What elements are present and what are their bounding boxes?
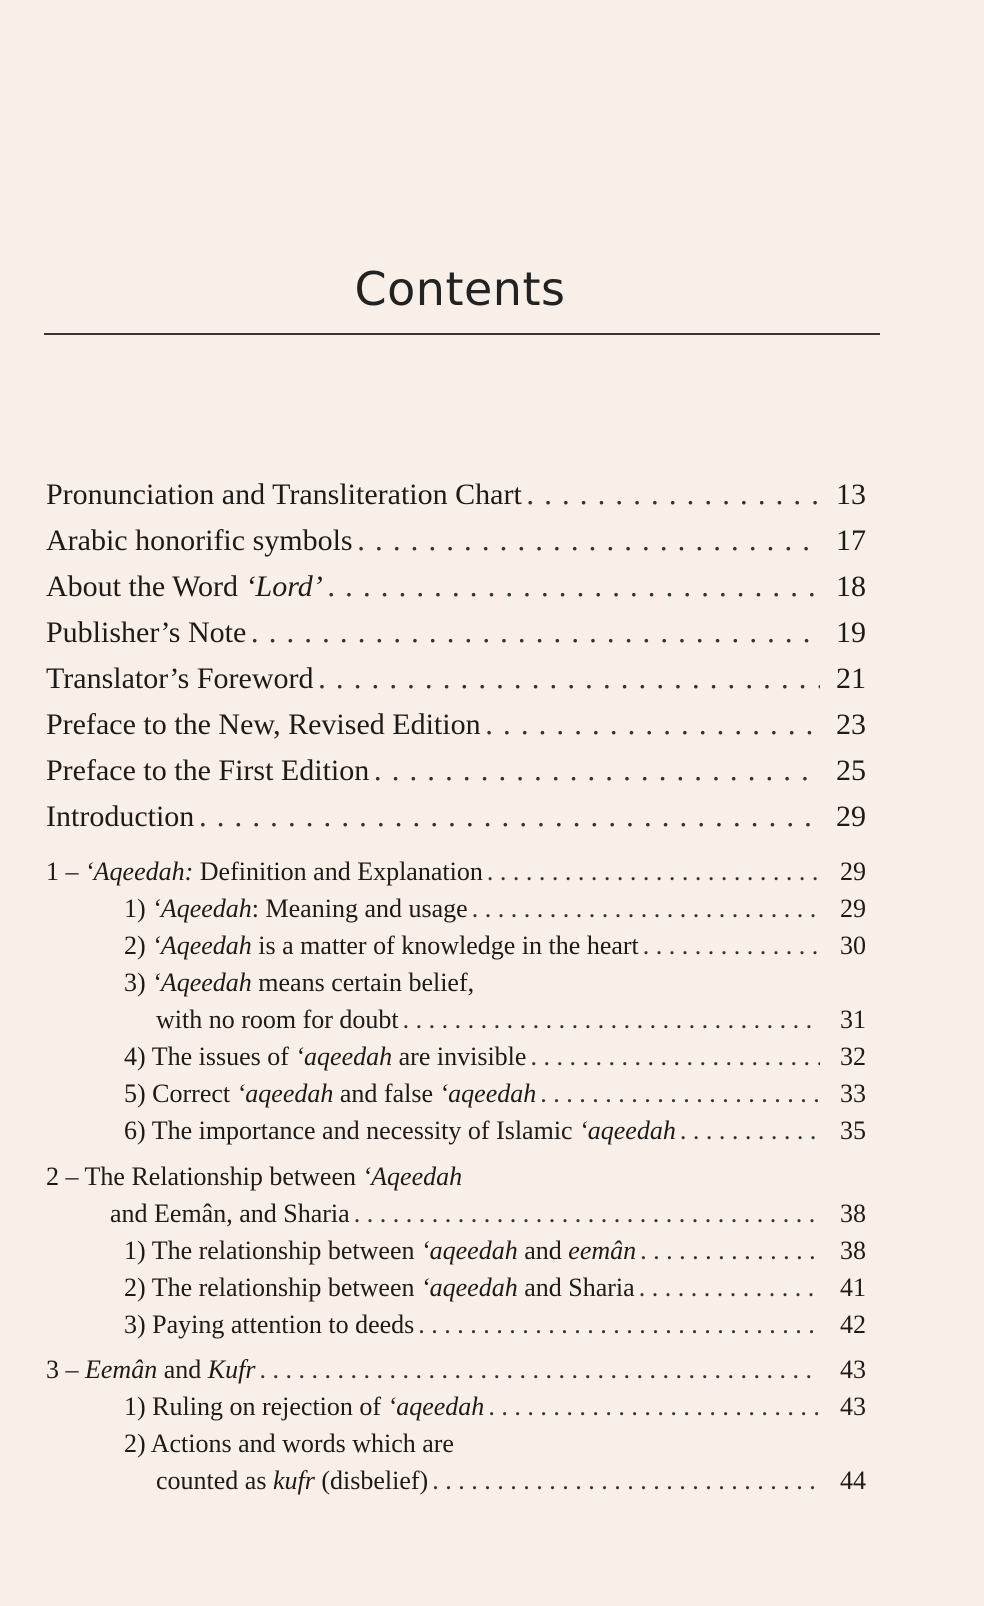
label-italic: ‘aqeedah <box>579 1116 676 1145</box>
toc-entry <box>46 478 866 512</box>
toc-subentry <box>124 894 866 924</box>
label-text: 2) The relationship between <box>124 1273 421 1302</box>
leader-dots <box>680 1116 820 1146</box>
toc-subentry <box>124 1236 866 1266</box>
item-number: 1) <box>124 894 153 923</box>
toc-entry-page: 42 <box>840 1310 866 1339</box>
toc-entry-label: Pronunciation and Transliteration Chart <box>46 478 522 511</box>
toc-entry-label <box>46 570 323 604</box>
leader-dots <box>639 1273 820 1303</box>
toc-entry-label: with no room for doubt <box>156 1005 399 1034</box>
toc-entry-page: 25 <box>836 754 866 787</box>
section-heading <box>110 1199 866 1229</box>
leader-dots <box>259 1355 820 1385</box>
label-text: 5) Correct <box>124 1079 237 1108</box>
toc-subentry <box>124 931 866 961</box>
page-title: Contents <box>354 262 566 316</box>
toc-subentry <box>124 1116 866 1146</box>
toc-subentry-line <box>124 1429 454 1459</box>
toc-entry-page: 23 <box>836 708 866 741</box>
label-text: 1) Ruling on rejection of <box>124 1392 388 1421</box>
leader-dots <box>530 1042 820 1072</box>
toc-subentry <box>156 1466 866 1496</box>
leader-dots <box>357 524 820 557</box>
label-italic: Kufr <box>207 1355 256 1384</box>
section-heading <box>46 1355 866 1385</box>
label-italic: kufr <box>272 1466 315 1495</box>
leader-dots <box>403 1005 820 1035</box>
label-italic: ‘aqeedah <box>295 1042 393 1071</box>
toc-subentry <box>124 1042 866 1072</box>
item-number: 3) <box>124 968 153 997</box>
toc-entry-label: 3) Paying attention to deeds <box>124 1310 415 1339</box>
toc-entry-label <box>124 931 639 961</box>
leader-dots <box>432 1466 820 1496</box>
leader-dots <box>250 616 820 649</box>
label-italic: ‘Aqeedah <box>152 931 252 960</box>
label-text: 2) Actions and words which are <box>124 1429 454 1458</box>
label-italic: ‘aqeedah <box>387 1392 485 1421</box>
toc-entry-page: 13 <box>836 478 866 511</box>
toc-entry-label: Preface to the New, Revised Edition <box>46 708 481 741</box>
section-number: 3 – <box>46 1355 85 1384</box>
toc-entry <box>46 570 866 604</box>
label-italic: eemân <box>568 1236 637 1265</box>
label-text: 6) The importance and necessity of Islamic <box>124 1116 580 1145</box>
section-heading-line <box>46 1162 462 1192</box>
toc-entry-page: 31 <box>840 1005 866 1034</box>
toc-entry-label <box>124 1042 526 1072</box>
label-italic: ‘Aqeedah <box>362 1162 463 1191</box>
leader-dots <box>198 800 820 833</box>
leader-dots <box>640 1236 820 1266</box>
toc-entry-page: 41 <box>840 1273 866 1302</box>
toc-entry <box>46 708 866 742</box>
toc-entry-page: 29 <box>840 894 866 923</box>
toc-entry-label: Preface to the First Edition <box>46 754 370 787</box>
label-italic: ‘Aqeedah <box>152 968 252 997</box>
toc-entry-label <box>124 1236 636 1266</box>
label-italic: ‘Aqeedah: <box>85 857 194 886</box>
leader-dots <box>488 1392 820 1422</box>
toc-entry-page: 33 <box>840 1079 866 1108</box>
label-text: is a matter of knowledge in the heart <box>251 931 639 960</box>
label-text: are invisible <box>392 1042 527 1071</box>
label-italic: ‘aqeedah <box>420 1236 518 1265</box>
toc-entry-label <box>46 1355 255 1385</box>
leader-dots <box>472 894 820 924</box>
title-divider <box>44 333 880 335</box>
toc-entry <box>46 524 866 558</box>
toc-entry-page: 43 <box>840 1392 866 1421</box>
label-text: counted as <box>156 1466 273 1495</box>
label-text: 1) The relationship between <box>124 1236 421 1265</box>
toc-entry-label <box>124 1273 635 1303</box>
label-text: 4) The issues of <box>124 1042 296 1071</box>
toc-subentry <box>124 1310 866 1340</box>
label-text: : Meaning and usage <box>251 894 468 923</box>
toc-entry <box>46 616 866 650</box>
label-italic: Eemân <box>85 1355 158 1384</box>
leader-dots <box>327 570 820 603</box>
label-italic: ‘aqeedah <box>236 1079 334 1108</box>
toc-entry-label: and Eemân, and Sharia <box>110 1199 350 1228</box>
section-heading <box>46 857 866 887</box>
toc-entry <box>46 754 866 788</box>
label-text: Definition and Explanation <box>193 857 483 886</box>
section-number: 1 – <box>46 857 85 886</box>
toc-entry-page: 44 <box>840 1466 866 1495</box>
label-text: (disbelief) <box>314 1466 429 1495</box>
leader-dots <box>318 662 821 695</box>
label-text: and <box>517 1236 569 1265</box>
leader-dots <box>643 931 820 961</box>
toc-subentry-line <box>124 968 474 998</box>
leader-dots <box>373 754 820 787</box>
toc-entry-label: Arabic honorific symbols <box>46 524 353 557</box>
leader-dots <box>540 1079 820 1109</box>
label-text: and false <box>333 1079 440 1108</box>
toc-entry-page: 29 <box>836 800 866 833</box>
toc-entry-label <box>46 857 483 887</box>
leader-dots <box>526 478 820 511</box>
toc-entry-label <box>124 894 468 924</box>
label-italic: ‘Aqeedah <box>152 894 252 923</box>
toc-entry-label: Publisher’s Note <box>46 616 247 649</box>
toc-entry-page: 30 <box>840 931 866 960</box>
label-text: 2 – The Relationship between <box>46 1162 363 1191</box>
toc-entry-page: 29 <box>840 857 866 886</box>
toc-entry-label: Introduction <box>46 800 195 833</box>
label-text: and Sharia <box>517 1273 635 1302</box>
toc-entry-label <box>124 1392 484 1422</box>
toc-entry-page: 19 <box>836 616 866 649</box>
toc-entry-page: 35 <box>840 1116 866 1145</box>
label-italic: ‘aqeedah <box>439 1079 537 1108</box>
toc-entry-page: 38 <box>840 1199 866 1228</box>
toc-entry-label <box>124 1079 536 1109</box>
label-italic: ‘aqeedah <box>420 1273 518 1302</box>
toc-entry <box>46 800 866 834</box>
leader-dots <box>418 1310 820 1340</box>
leader-dots <box>354 1199 820 1229</box>
label-text: and <box>157 1355 208 1384</box>
label-text: means certain belief, <box>251 968 475 997</box>
toc-subentry <box>124 1079 866 1109</box>
toc-entry-page: 18 <box>836 570 866 603</box>
toc-entry-label <box>124 1116 676 1146</box>
toc-entry-page: 21 <box>836 662 866 695</box>
label-text: About the Word <box>46 570 246 603</box>
toc-subentry <box>124 1273 866 1303</box>
toc-entry-label: Translator’s Foreword <box>46 662 314 695</box>
toc-entry-page: 32 <box>840 1042 866 1071</box>
toc-entry-label <box>156 1466 428 1496</box>
item-number: 2) <box>124 931 153 960</box>
toc-entry-page: 38 <box>840 1236 866 1265</box>
toc-subentry <box>124 1392 866 1422</box>
leader-dots <box>485 708 820 741</box>
toc-entry-page: 17 <box>836 524 866 557</box>
label-italic: ‘Lord’ <box>245 570 323 603</box>
toc-entry <box>46 662 866 696</box>
leader-dots <box>487 857 820 887</box>
toc-subentry <box>156 1005 866 1035</box>
toc-entry-page: 43 <box>840 1355 866 1384</box>
